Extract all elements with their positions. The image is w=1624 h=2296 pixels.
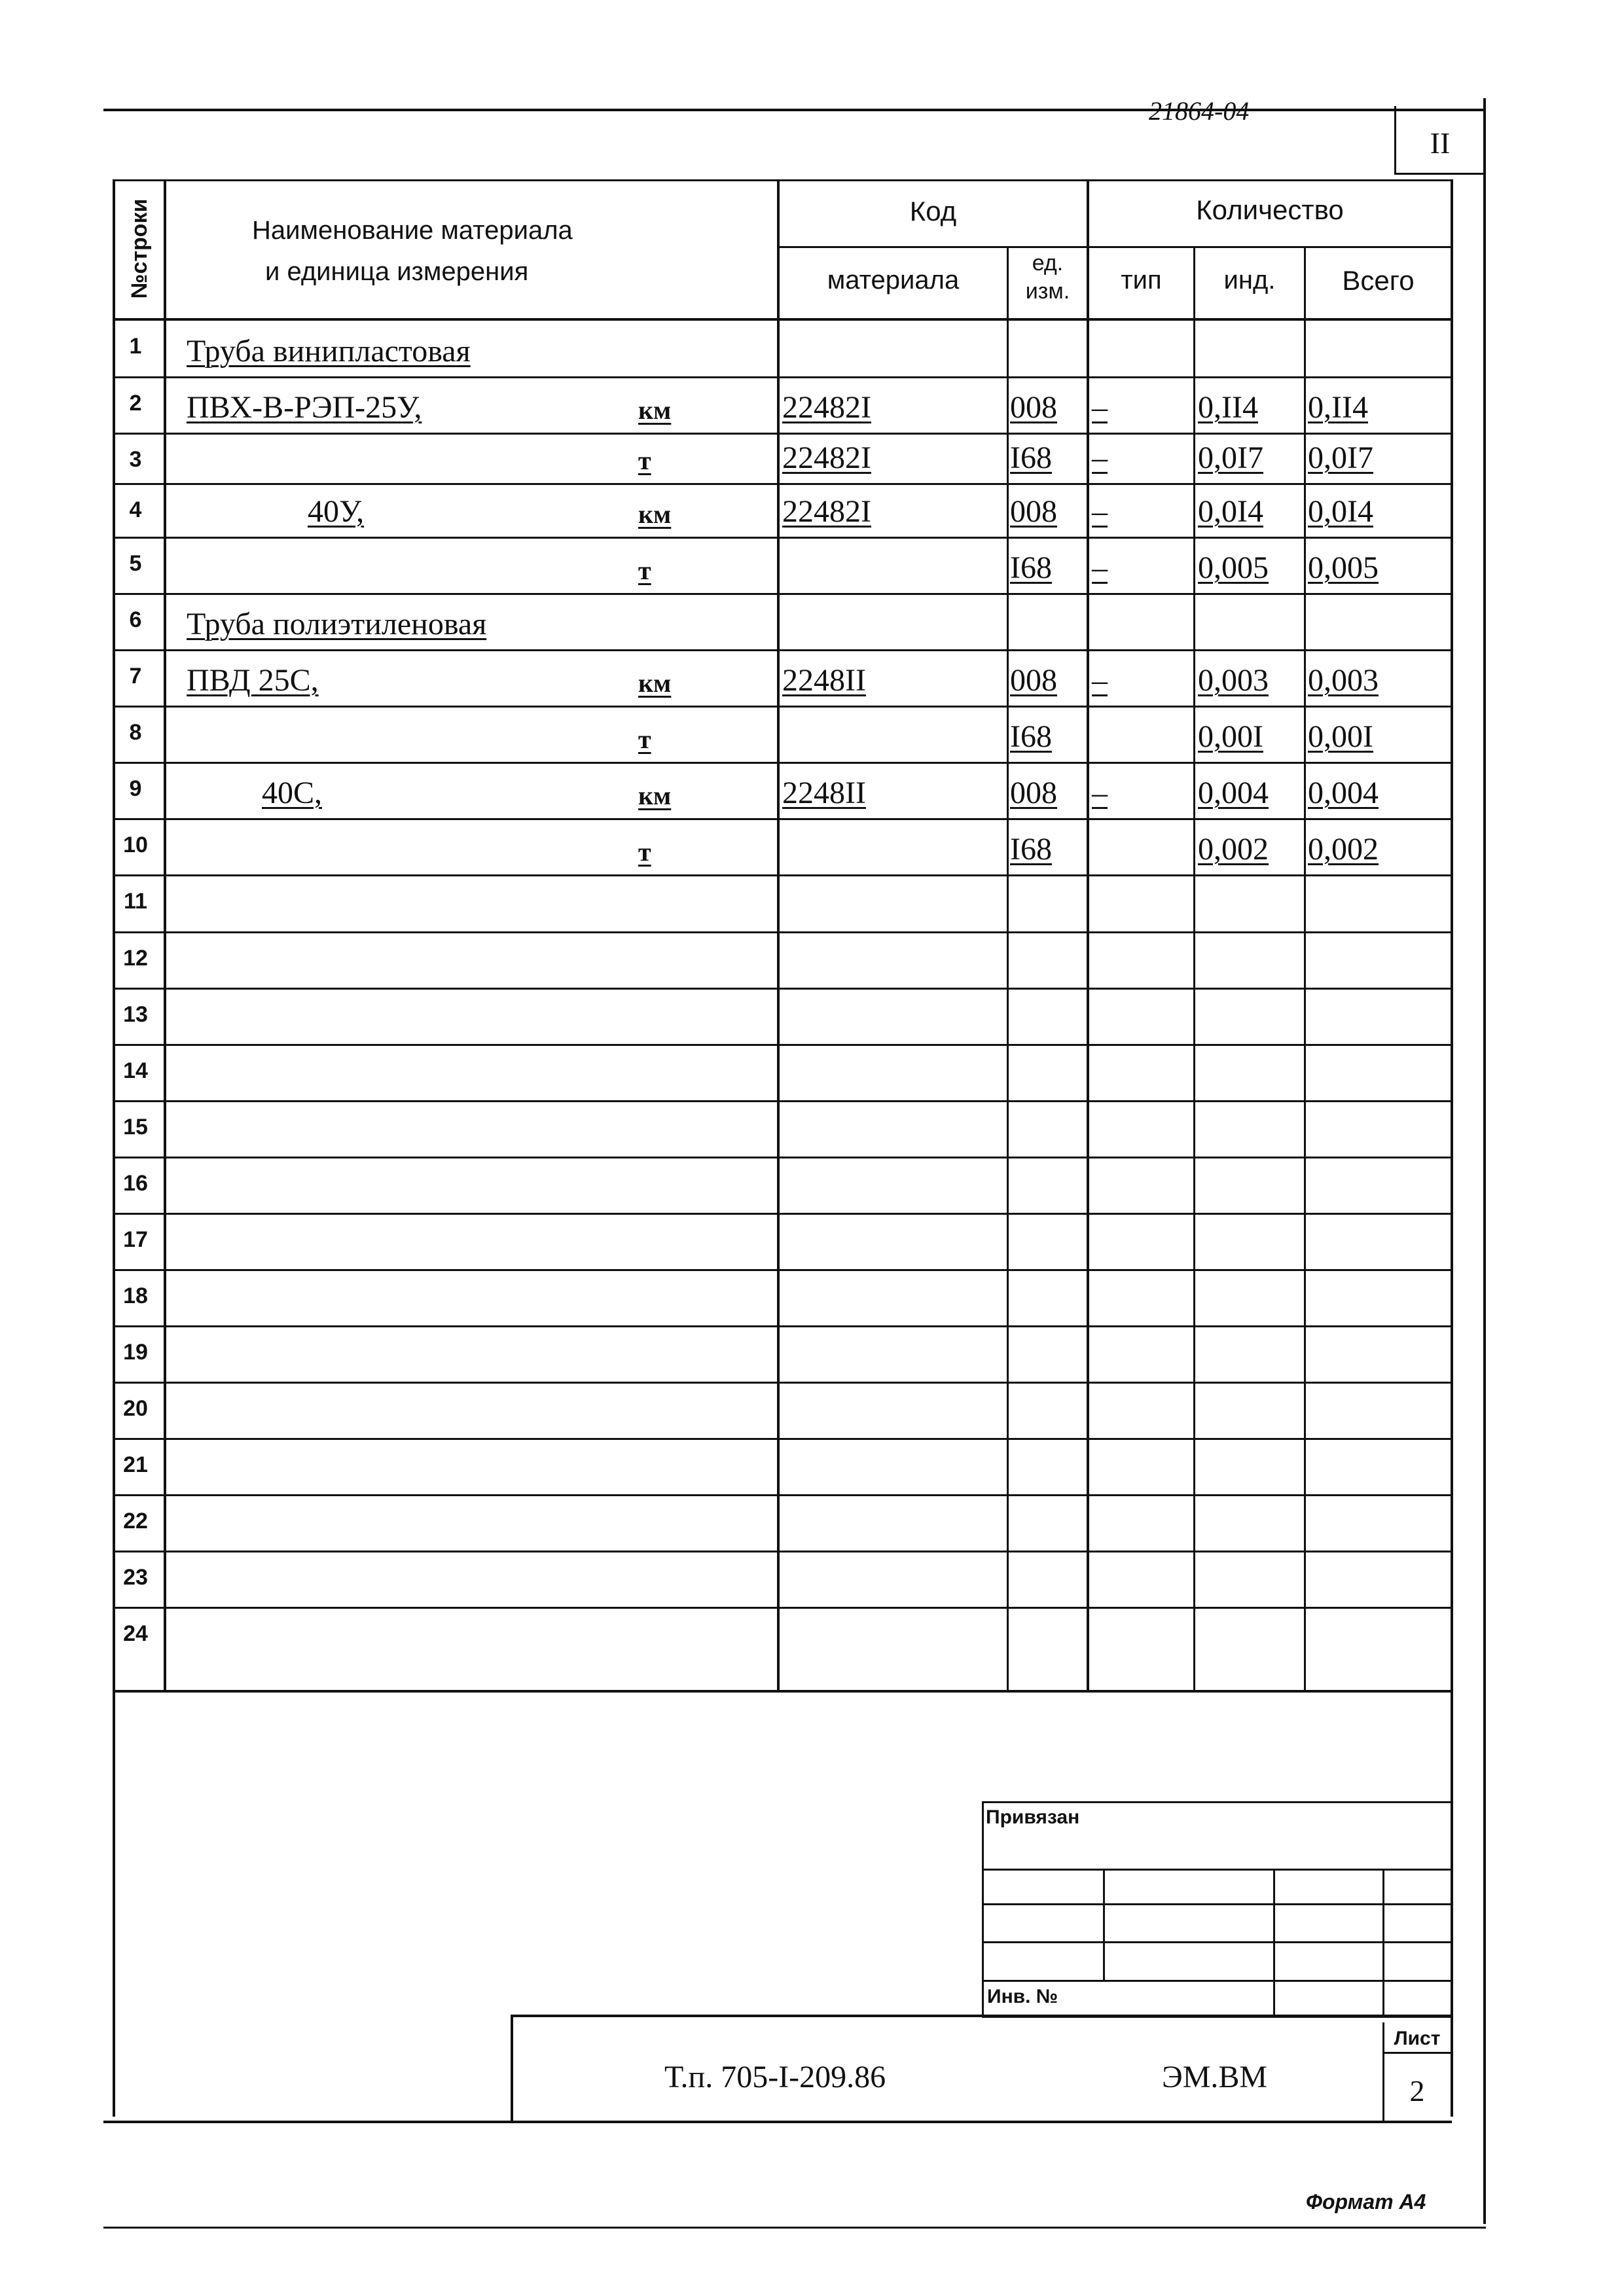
row-divider <box>113 376 1452 378</box>
row-divider <box>113 706 1452 708</box>
row-number: 14 <box>123 1058 148 1083</box>
row-divider <box>113 1382 1452 1384</box>
row-divider <box>113 1494 1452 1496</box>
row-number: 21 <box>123 1452 148 1477</box>
row-divider <box>113 1213 1452 1215</box>
top-frame-line <box>103 109 1486 111</box>
header-unit-line2: изм. <box>1025 279 1070 304</box>
row-divider <box>113 483 1452 485</box>
cell-unit: I68 <box>1010 719 1052 754</box>
sheet-box-divider <box>1382 2052 1452 2054</box>
row-number: 11 <box>124 889 147 914</box>
row-divider <box>113 818 1452 820</box>
row-number: 4 <box>129 497 142 522</box>
stamp-line-2 <box>982 1903 1452 1905</box>
row-divider <box>113 537 1452 539</box>
corner-box-bottom <box>1394 173 1486 175</box>
cell-name: ПВХ-В-РЭП-25У, <box>187 390 422 425</box>
stamp-col-3 <box>1382 1869 1384 2017</box>
row-number: 12 <box>123 946 148 971</box>
row-divider <box>113 874 1452 876</box>
col-line-type <box>1193 247 1195 1691</box>
cell-name: 40С, <box>262 776 323 810</box>
row-number: 22 <box>123 1509 148 1534</box>
cell-type: – <box>1092 663 1108 698</box>
sheet-corner-number: II <box>1430 126 1451 160</box>
cell-unit-name: т <box>638 556 651 585</box>
row-number: 17 <box>123 1227 148 1252</box>
col-line-name <box>777 179 780 1691</box>
stamp-line-4 <box>982 1980 1452 1982</box>
stamp-line-1 <box>982 1869 1452 1871</box>
header-type: тип <box>1121 266 1162 295</box>
cell-name: 40У, <box>308 494 365 529</box>
cell-unit: I68 <box>1010 832 1052 867</box>
cell-unit: I68 <box>1010 440 1052 475</box>
cell-unit-name: км <box>638 781 672 810</box>
cell-ind: 0,003 <box>1198 663 1269 698</box>
row-number: 16 <box>123 1171 148 1196</box>
cell-type: – <box>1092 550 1108 585</box>
cell-code: 2248II <box>782 663 866 698</box>
header-quantity-group: Количество <box>1196 194 1344 225</box>
cell-total: 0,002 <box>1308 832 1379 867</box>
cell-code: 22482I <box>782 440 871 475</box>
cell-unit-name: т <box>638 725 651 754</box>
cell-type: – <box>1092 494 1108 529</box>
header-material: материала <box>827 266 960 295</box>
row-divider <box>113 1438 1452 1440</box>
stamp-code: ЭМ.ВМ <box>1162 2060 1268 2094</box>
stamp-left-line <box>982 1801 984 2017</box>
stamp-top-line <box>982 1801 1452 1803</box>
cell-ind: 0,002 <box>1198 832 1269 867</box>
header-code-group: Код <box>909 196 957 226</box>
cell-type: – <box>1092 440 1108 475</box>
row-number: 18 <box>123 1283 148 1308</box>
cell-total: 0,II4 <box>1308 390 1368 425</box>
row-number: 2 <box>129 391 142 416</box>
cell-unit-name: т <box>638 446 651 475</box>
cell-ind: 0,II4 <box>1198 390 1258 425</box>
cell-unit: 008 <box>1010 776 1057 810</box>
cell-unit-name: т <box>638 837 651 867</box>
stamp-line-3 <box>982 1941 1452 1943</box>
row-divider <box>113 433 1452 435</box>
row-divider <box>113 762 1452 764</box>
table-bottom-border <box>113 1690 1452 1693</box>
row-number: 15 <box>123 1115 148 1139</box>
col-line-rownum <box>164 179 166 1691</box>
cell-unit-name: км <box>638 395 672 425</box>
cell-unit: 008 <box>1010 494 1057 529</box>
row-divider <box>113 649 1452 651</box>
header-row-no: №строки <box>127 198 152 299</box>
stamp-inv-no: Инв. № <box>987 1986 1058 2007</box>
right-frame-line <box>1483 98 1486 2224</box>
cell-type: – <box>1092 776 1108 810</box>
cell-code: 22482I <box>782 390 871 425</box>
header-name-line2: и единица измерения <box>265 257 529 286</box>
row-number: 13 <box>123 1002 148 1027</box>
title-block-left <box>511 2015 513 2123</box>
archive-number: 21864-04 <box>1149 96 1250 126</box>
title-block-bottom <box>103 2121 1452 2123</box>
header-unit-line1: ед. <box>1032 251 1064 276</box>
cell-code: 2248II <box>782 776 866 810</box>
cell-unit: 008 <box>1010 663 1057 698</box>
header-mid-line <box>777 246 1452 248</box>
cell-total: 0,0I7 <box>1308 440 1373 475</box>
row-divider <box>113 593 1452 595</box>
col-line-ind <box>1304 247 1306 1691</box>
cell-unit-name: км <box>638 499 672 529</box>
cell-name: Труба винипластовая <box>187 334 471 368</box>
row-number: 6 <box>129 607 142 632</box>
header-total: Всего <box>1342 265 1415 296</box>
row-divider <box>113 1607 1452 1609</box>
row-number: 24 <box>123 1621 148 1646</box>
cell-name: ПВД 25С, <box>187 663 319 698</box>
row-number: 8 <box>129 720 142 745</box>
row-number: 1 <box>129 334 142 359</box>
cell-total: 0,003 <box>1308 663 1379 698</box>
cell-total: 0,0I4 <box>1308 494 1373 529</box>
stamp-sheet-label: Лист <box>1394 2028 1441 2049</box>
cell-ind: 0,005 <box>1198 550 1269 585</box>
stamp-sheet-number: 2 <box>1409 2074 1425 2108</box>
row-number: 7 <box>129 664 142 689</box>
cell-ind: 0,0I7 <box>1198 440 1263 475</box>
stamp-privyazan: Привязан <box>986 1806 1080 1828</box>
cell-type: – <box>1092 390 1108 425</box>
row-number: 23 <box>123 1565 148 1590</box>
cell-total: 0,004 <box>1308 776 1379 810</box>
stamp-col-2 <box>1273 1869 1275 2017</box>
row-number: 5 <box>129 551 142 576</box>
row-number: 19 <box>123 1340 148 1365</box>
row-divider <box>113 1269 1452 1271</box>
row-divider <box>113 931 1452 933</box>
cell-unit: I68 <box>1010 550 1052 585</box>
row-divider <box>113 988 1452 990</box>
row-number: 10 <box>123 833 148 857</box>
table-top-border <box>113 179 1452 181</box>
cell-total: 0,00I <box>1308 719 1373 754</box>
row-divider <box>113 1551 1452 1552</box>
cell-total: 0,005 <box>1308 550 1379 585</box>
row-number: 20 <box>123 1396 148 1421</box>
header-bottom-line <box>113 318 1452 321</box>
table-right-border <box>1451 179 1453 2117</box>
header-ind: инд. <box>1223 266 1276 295</box>
cell-ind: 0,0I4 <box>1198 494 1263 529</box>
col-line-unit <box>1087 179 1089 1691</box>
row-number: 3 <box>129 447 142 472</box>
title-block-top <box>511 2015 1452 2017</box>
header-name-line1: Наименование материала <box>252 216 573 245</box>
cell-ind: 0,00I <box>1198 719 1263 754</box>
cell-ind: 0,004 <box>1198 776 1269 810</box>
stamp-col-1 <box>1103 1869 1105 1982</box>
stamp-designation: Т.п. 705-I-209.86 <box>664 2060 886 2094</box>
col-line-code <box>1007 247 1009 1691</box>
format-label: Формат А4 <box>1306 2190 1426 2214</box>
row-divider <box>113 1044 1452 1046</box>
row-number: 9 <box>129 776 142 801</box>
row-divider <box>113 1100 1452 1102</box>
cell-code: 22482I <box>782 494 871 529</box>
cell-unit: 008 <box>1010 390 1057 425</box>
cell-name: Труба полиэтиленовая <box>187 607 487 641</box>
cell-unit-name: км <box>638 668 672 698</box>
row-divider <box>113 1325 1452 1327</box>
row-divider <box>113 1157 1452 1158</box>
bottom-format-line <box>103 2227 1486 2229</box>
